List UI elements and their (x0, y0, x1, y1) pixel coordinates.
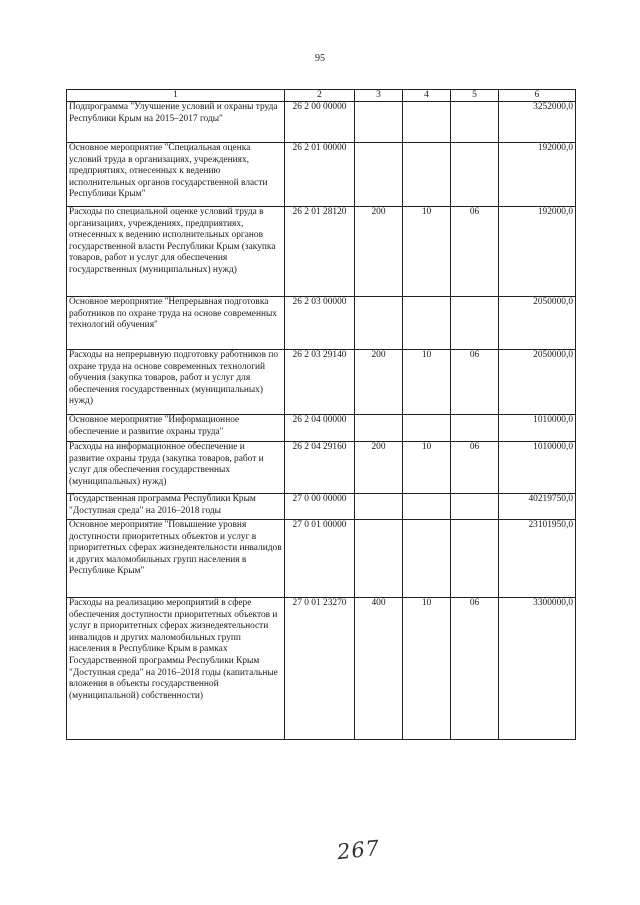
table-row (67, 442, 576, 494)
col-header-4: 4 (403, 90, 451, 102)
row-col4: 10 (403, 598, 451, 740)
row-col5 (451, 415, 499, 442)
row-code: 26 2 03 00000 (285, 297, 355, 350)
row-col5 (451, 143, 499, 207)
row-col5: 06 (451, 350, 499, 415)
row-name: Основное мероприятие "Информационное обеспечение и развитие охраны труда" (67, 415, 285, 442)
row-code: 27 0 01 00000 (285, 520, 355, 598)
row-col5: 06 (451, 442, 499, 494)
row-col3: 200 (355, 442, 403, 494)
row-col3 (355, 520, 403, 598)
row-col3 (355, 494, 403, 520)
row-col3 (355, 415, 403, 442)
row-amount: 23101950,0 (499, 520, 576, 598)
row-col3 (355, 102, 403, 143)
row-name: Подпрограмма "Улучшение условий и охраны труда Республики Крым на 2015–2017 годы" (67, 102, 285, 143)
row-col3: 200 (355, 350, 403, 415)
row-col4 (403, 494, 451, 520)
row-col3: 400 (355, 598, 403, 740)
row-name: Расходы на информационное обеспечение и развитие охраны труда (закупка товаров, работ и услуг для обеспечения государственных (муниципальных) нужд) (67, 442, 285, 494)
table-row (67, 520, 576, 598)
row-name: Расходы по специальной оценке условий труда в организациях, учреждениях, предприятиях, отнесенных к ведению исполнительных органов государственной власти Республики Крым (закупка товаров, работ и услуг для обеспечения государственных (муниципальных) нужд) (67, 207, 285, 297)
row-col5 (451, 520, 499, 598)
row-col4 (403, 415, 451, 442)
table-row (67, 207, 576, 297)
col-header-2: 2 (285, 90, 355, 102)
row-amount: 3252000,0 (499, 102, 576, 143)
table-header-row (67, 90, 576, 102)
row-col3 (355, 297, 403, 350)
row-col3 (355, 143, 403, 207)
row-amount: 40219750,0 (499, 494, 576, 520)
row-amount: 2050000,0 (499, 350, 576, 415)
row-name: Расходы на непрерывную подготовку работников по охране труда на основе современных технологий обучения (закупка товаров, работ и услуг для обеспечения государственных (муниципальных) нужд) (67, 350, 285, 415)
row-col5 (451, 102, 499, 143)
col-header-3: 3 (355, 90, 403, 102)
row-name: Основное мероприятие "Непрерывная подготовка работников по охране труда на основе современных технологий обучения" (67, 297, 285, 350)
row-code: 26 2 04 29160 (285, 442, 355, 494)
row-col4 (403, 143, 451, 207)
table-row (67, 415, 576, 442)
row-col5 (451, 297, 499, 350)
row-col5: 06 (451, 207, 499, 297)
row-col5 (451, 494, 499, 520)
row-code: 27 0 01 23270 (285, 598, 355, 740)
budget-table (66, 89, 576, 740)
col-header-1: 1 (67, 90, 285, 102)
row-code: 26 2 01 28120 (285, 207, 355, 297)
row-name: Основное мероприятие "Специальная оценка условий труда в организациях, учреждениях, предприятиях, отнесенных к ведению исполнительных органов государственной власти Республики Крым" (67, 143, 285, 207)
row-col4: 10 (403, 442, 451, 494)
row-col4 (403, 102, 451, 143)
table-row (67, 297, 576, 350)
handwritten-signature: 267 (335, 835, 382, 865)
row-col4 (403, 297, 451, 350)
table-row (67, 494, 576, 520)
row-amount: 2050000,0 (499, 297, 576, 350)
table-row (67, 102, 576, 143)
table-row (67, 350, 576, 415)
row-name: Расходы на реализацию мероприятий в сфере обеспечения доступности приоритетных объектов и услуг в приоритетных сферах жизнедеятельности инвалидов и других маломобильных групп населения в Республике Крым в рамках Государственной программы Республики Крым "Доступная среда" на 2016–2018 годы (капитальные вложения в объекты государственной (муниципальной) собственности) (67, 598, 285, 740)
row-col5: 06 (451, 598, 499, 740)
col-header-6: 6 (499, 90, 576, 102)
row-code: 26 2 00 00000 (285, 102, 355, 143)
row-amount: 192000,0 (499, 207, 576, 297)
row-code: 26 2 03 29140 (285, 350, 355, 415)
row-name: Основное мероприятие "Повышение уровня доступности приоритетных объектов и услуг в приоритетных сферах жизнедеятельности инвалидов и других маломобильных групп населения в Республике Крым" (67, 520, 285, 598)
row-code: 26 2 01 00000 (285, 143, 355, 207)
row-col3: 200 (355, 207, 403, 297)
row-col4: 10 (403, 207, 451, 297)
row-amount: 192000,0 (499, 143, 576, 207)
table-row (67, 598, 576, 740)
page-number: 95 (315, 53, 325, 64)
row-col4: 10 (403, 350, 451, 415)
row-name: Государственная программа Республики Крым "Доступная среда" на 2016–2018 годы (67, 494, 285, 520)
row-code: 27 0 00 00000 (285, 494, 355, 520)
table-row (67, 143, 576, 207)
row-amount: 1010000,0 (499, 415, 576, 442)
row-code: 26 2 04 00000 (285, 415, 355, 442)
row-amount: 1010000,0 (499, 442, 576, 494)
row-amount: 3300000,0 (499, 598, 576, 740)
col-header-5: 5 (451, 90, 499, 102)
row-col4 (403, 520, 451, 598)
